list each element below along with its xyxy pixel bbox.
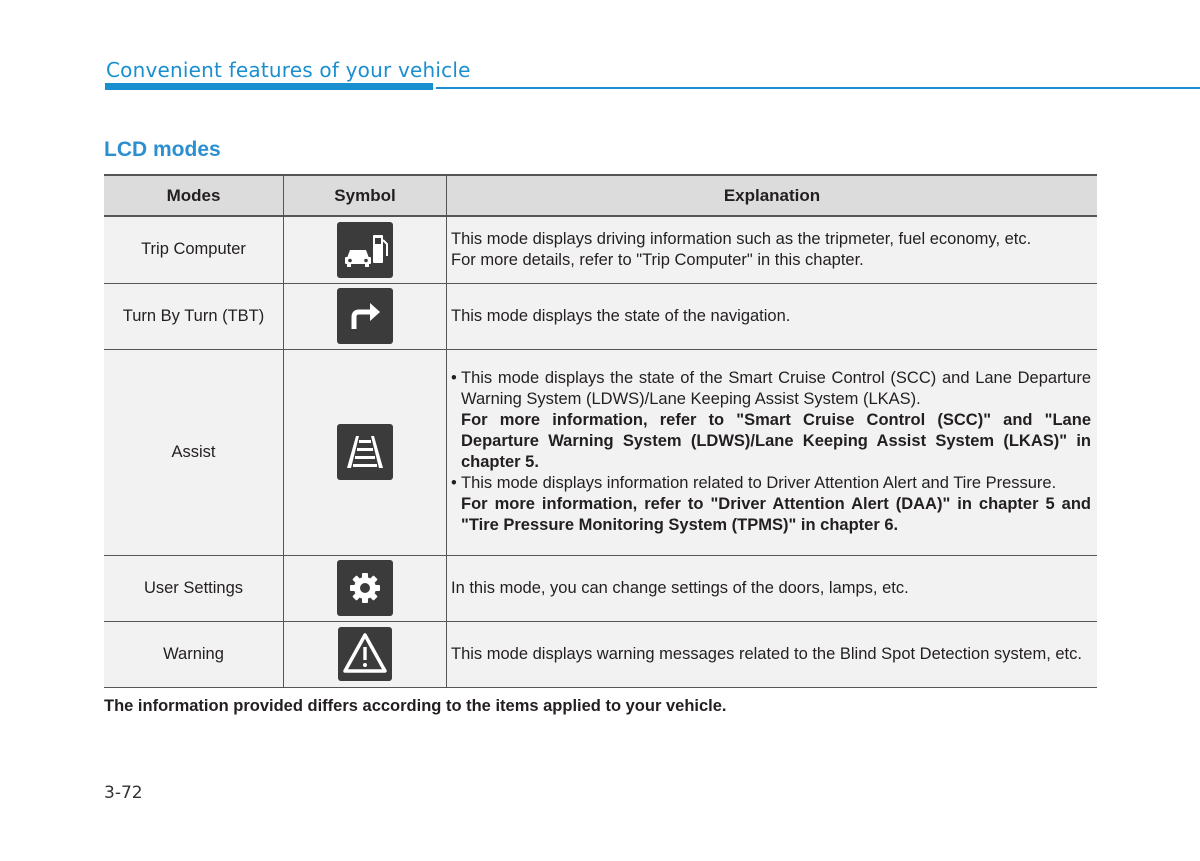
header-rule-thick xyxy=(105,83,433,90)
explanation-cell xyxy=(447,283,1098,349)
mode-name: User Settings xyxy=(104,555,284,621)
mode-name: Trip Computer xyxy=(104,216,284,283)
column-header-explanation: Explanation xyxy=(447,175,1098,216)
section-title: LCD modes xyxy=(104,138,221,161)
column-header-modes: Modes xyxy=(104,175,284,216)
table-row xyxy=(104,216,1097,283)
explanation-cell xyxy=(447,621,1098,687)
mode-name: Assist xyxy=(104,349,284,555)
explanation-text: This mode displays the state of the Smart Cruise Control (SCC) and Lane Departure Warning System (LDWS)/Lane Keeping Assist System (LKAS). xyxy=(461,369,1091,408)
mode-name: Warning xyxy=(104,621,284,687)
cross-reference: For more information, refer to "Smart Cruise Control (SCC)" and "Lane Departure Warning System (LDWS)/Lane Keeping Assist System (LKAS)" in chapter 5. xyxy=(461,411,1091,471)
trip-computer-icon xyxy=(337,222,393,278)
mode-name: Turn By Turn (TBT) xyxy=(104,283,284,349)
explanation-cell xyxy=(447,555,1098,621)
table-row xyxy=(104,621,1097,687)
list-item xyxy=(451,368,1091,473)
explanation-line: For more details, refer to "Trip Computer" in this chapter. xyxy=(451,250,864,269)
lane-assist-icon xyxy=(337,424,393,480)
table-row xyxy=(104,555,1097,621)
table-row xyxy=(104,349,1097,555)
warning-triangle-icon xyxy=(338,627,392,681)
page-number: 3-72 xyxy=(104,783,143,803)
symbol-cell xyxy=(284,216,447,283)
explanation-line: This mode displays driving information such as the tripmeter, fuel economy, etc. xyxy=(451,229,1032,248)
running-header: Convenient features of your vehicle xyxy=(106,58,471,82)
explanation-cell xyxy=(447,216,1098,283)
cross-reference: For more information, refer to "Driver Attention Alert (DAA)" in chapter 5 and "Tire Pressure Monitoring System (TPMS)" in chapter 6. xyxy=(461,495,1091,534)
lcd-modes-table xyxy=(104,174,1097,688)
gear-icon xyxy=(337,560,393,616)
explanation-line: This mode displays warning messages related to the Blind Spot Detection system, etc. xyxy=(451,644,1082,663)
symbol-cell xyxy=(284,621,447,687)
symbol-cell xyxy=(284,349,447,555)
symbol-cell xyxy=(284,555,447,621)
header-rule-thin xyxy=(436,87,1200,89)
list-item xyxy=(451,473,1091,536)
explanation-line: In this mode, you can change settings of the doors, lamps, etc. xyxy=(451,578,909,597)
explanation-cell xyxy=(447,349,1098,555)
symbol-cell xyxy=(284,283,447,349)
explanation-line: This mode displays the state of the navigation. xyxy=(451,306,791,325)
table-row xyxy=(104,283,1097,349)
explanation-text: This mode displays information related to Driver Attention Alert and Tire Pressure. xyxy=(461,474,1057,492)
turn-right-arrow-icon xyxy=(337,288,393,344)
explanation-list xyxy=(451,368,1091,536)
table-header-row xyxy=(104,175,1097,216)
footnote: The information provided differs according to the items applied to your vehicle. xyxy=(104,697,727,715)
column-header-symbol: Symbol xyxy=(284,175,447,216)
